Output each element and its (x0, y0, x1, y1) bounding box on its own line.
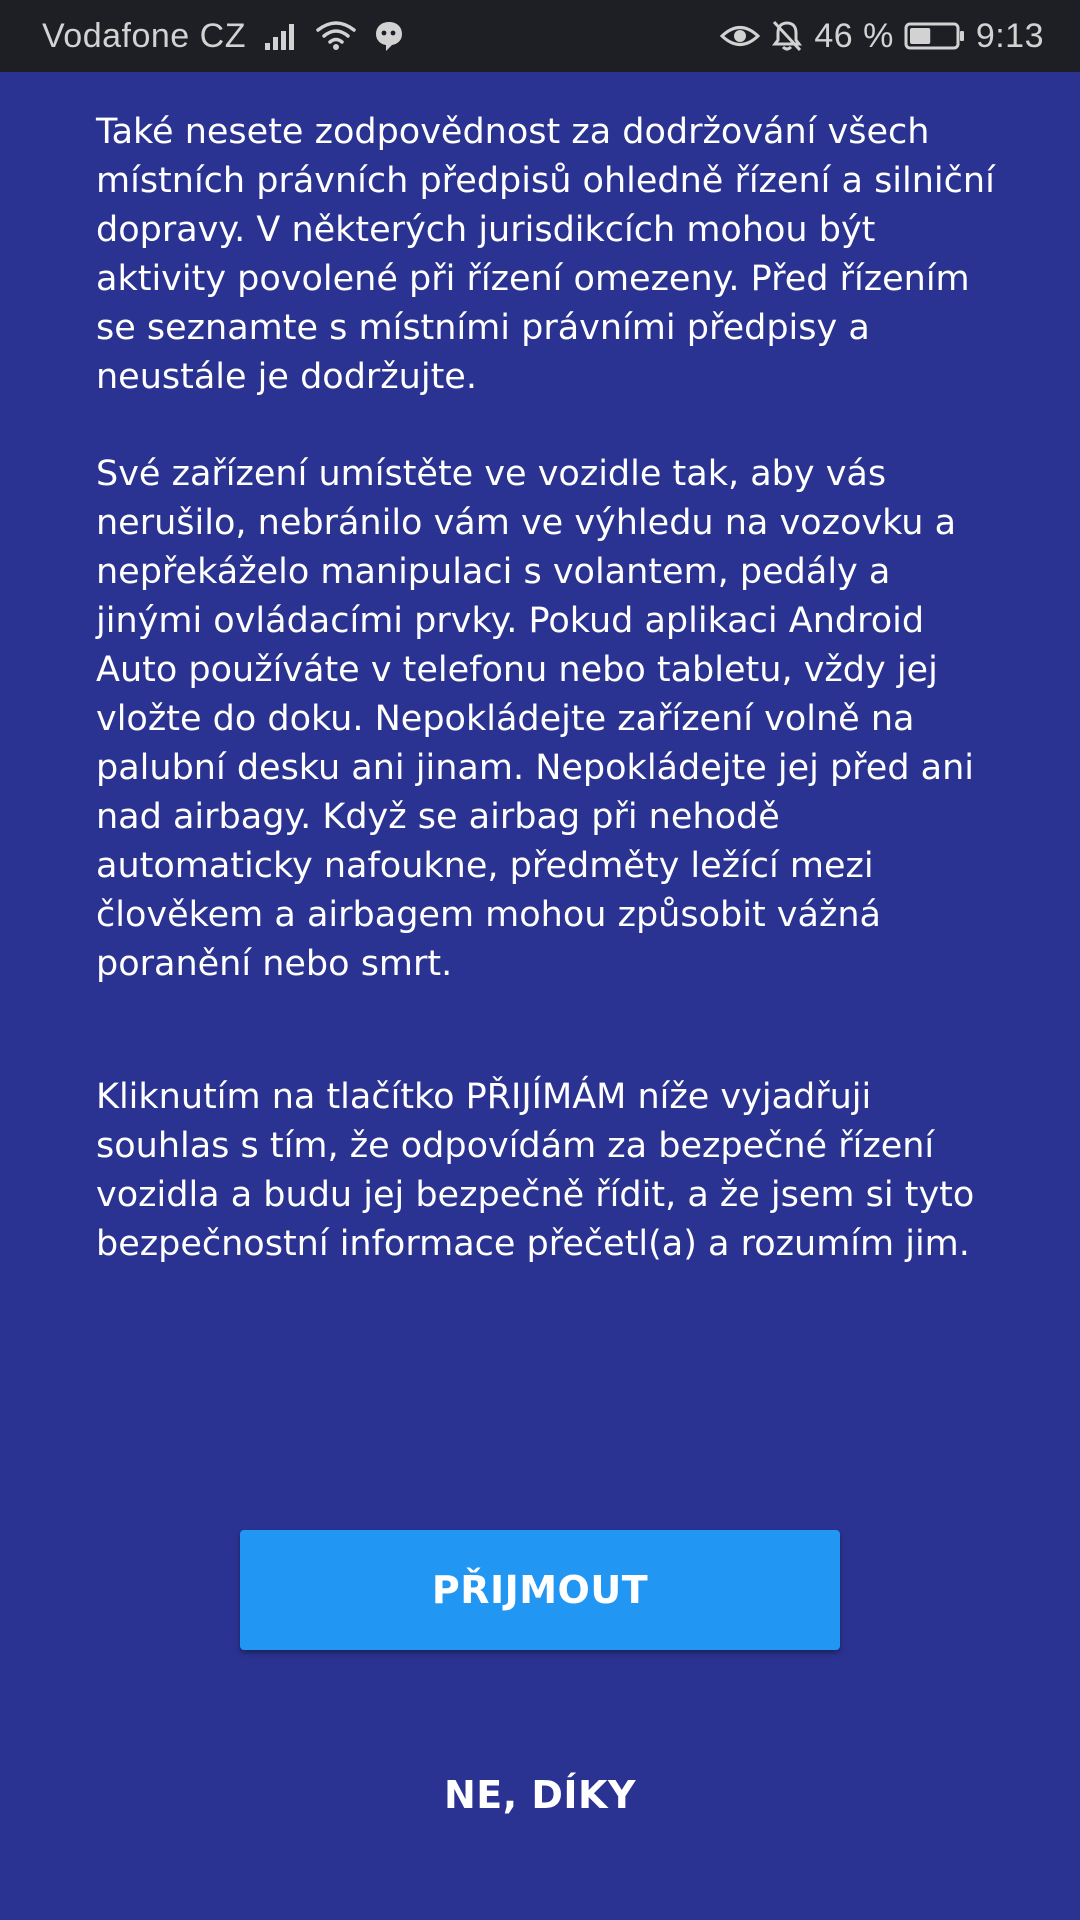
disclaimer-paragraph-consent: Kliknutím na tlačítko PŘIJÍMÁM níže vyjadřuji souhlas s tím, že odpovídám za bezpečné řízení vozidla a budu jej bezpečně řídit, a že jsem si tyto bezpečnostní informace přečetl(a) a rozumím jim. (96, 1077, 975, 1264)
battery-icon (904, 21, 966, 51)
signal-icon (264, 21, 298, 51)
notifications-off-icon (770, 19, 804, 53)
status-bar-right (720, 0, 1044, 72)
disclaimer-paragraph-placement: Své zařízení umístěte ve vozidle tak, aby vás nerušilo, nebránilo vám ve výhledu na vozovku a nepřekáželo manipulaci s volantem, pedály a jinými ovládacími prvky. Pokud aplikaci Android Auto používáte v telefonu nebo tabletu, vždy jej vložte do doku. Nepokládejte zařízení volně na palubní desku ani jinam. Nepokládejte jej před ani nad airbagy. Když se airbag při nehodě automaticky nafoukne, předměty ležící mezi člověkem a airbagem mohou způsobit vážná poranění nebo smrt. (96, 454, 975, 984)
disclaimer-paragraph-legal: Také nesete zodpovědnost za dodržování všech místních právních předpisů ohledně řízení a silniční dopravy. V některých jurisdikcích mohou být aktivity povolené při řízení omezeny. Před řízením se seznamte s místními právními předpisy a neustále je dodržujte. (96, 112, 995, 397)
battery-percent: 46 % (814, 16, 894, 55)
accept-button[interactable]: PŘIJMOUT (240, 1530, 840, 1650)
carrier-name: Vodafone CZ (42, 16, 246, 55)
wifi-icon (316, 20, 356, 52)
chat-notification-icon (374, 20, 404, 52)
disclaimer-text (96, 108, 1006, 1269)
status-bar (0, 0, 1080, 72)
status-bar-left (42, 0, 404, 72)
clock: 9:13 (975, 16, 1044, 55)
eye-comfort-icon (720, 21, 760, 51)
decline-button[interactable]: NE, DÍKY (340, 1740, 740, 1850)
